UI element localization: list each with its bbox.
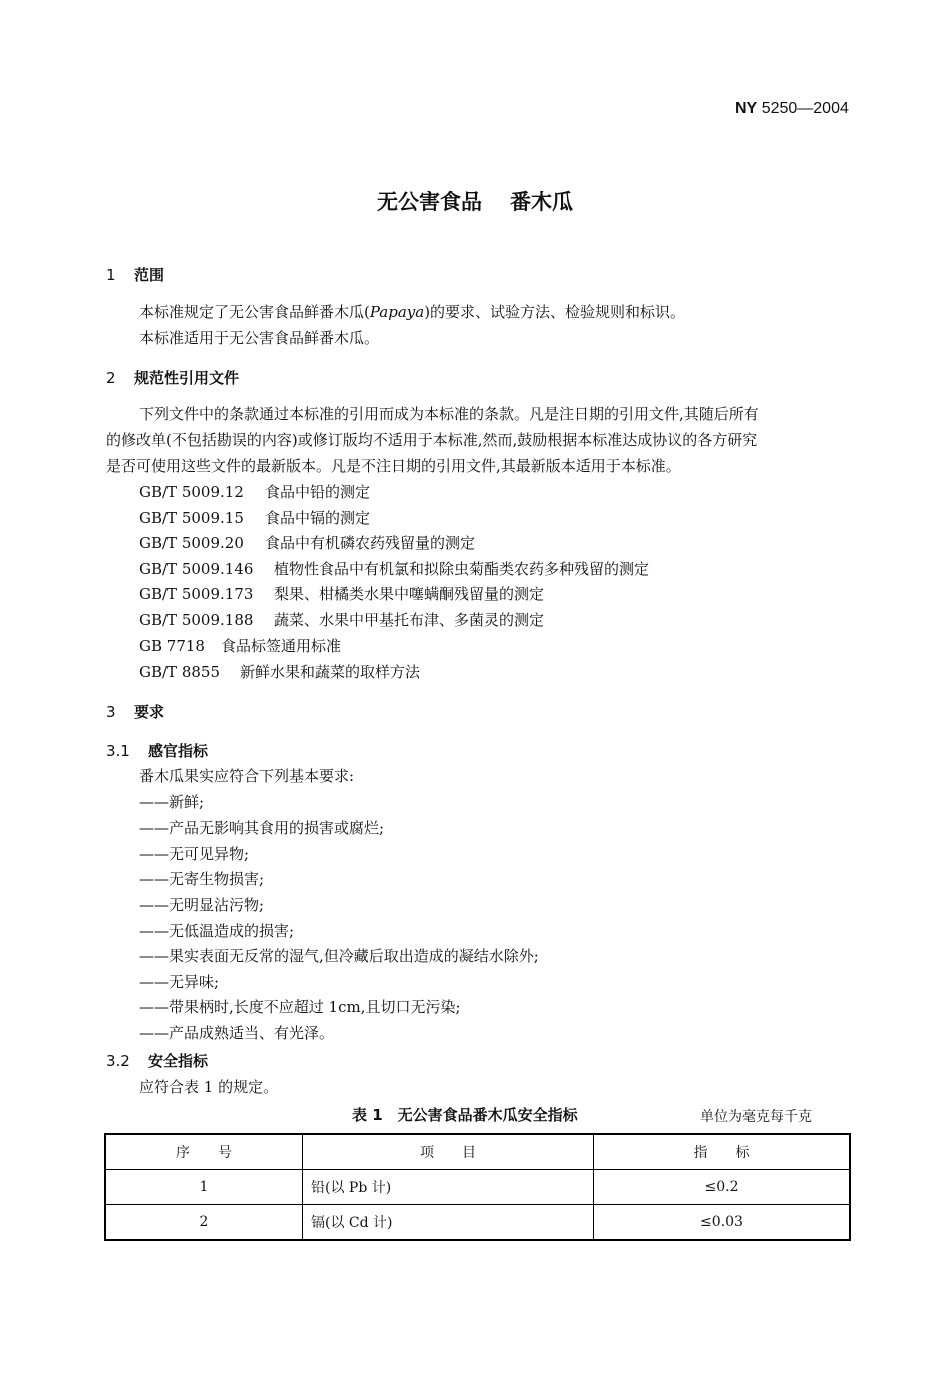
section-3-1-intro: 番木瓜果实应符合下列基本要求:: [139, 767, 355, 785]
reference-item: GB/T 5009.15 食品中镉的测定: [139, 509, 371, 527]
header-limit: 指 标: [594, 1134, 851, 1170]
sensory-requirement-item: ——无可见异物;: [139, 845, 250, 863]
cell-item: 镉(以 Cd 计): [303, 1205, 594, 1241]
standard-number: NY 5250—2004: [735, 100, 849, 117]
title-part-1: 无公害食品: [377, 190, 482, 214]
section-3-heading: 3 要求: [106, 703, 165, 721]
section-2-intro-line-2: 的修改单(不包括勘误的内容)或修订版均不适用于本标准,然而,鼓励根据本标准达成协议的各方研究: [106, 431, 758, 449]
reference-item: GB/T 5009.173 梨果、柑橘类水果中噻螨酮残留量的测定: [139, 585, 545, 603]
reference-item: GB 7718 食品标签通用标准: [139, 637, 342, 655]
sensory-requirement-item: ——产品成熟适当、有光泽。: [139, 1024, 335, 1042]
sensory-requirement-item: ——无寄生物损害;: [139, 870, 265, 888]
section-2-intro-line-1: 下列文件中的条款通过本标准的引用而成为本标准的条款。凡是注日期的引用文件,其随后所有: [139, 405, 759, 423]
sensory-requirement-item: ——无明显沾污物;: [139, 896, 265, 914]
section-2-intro-line-3: 是否可使用这些文件的最新版本。凡是不注日期的引用文件,其最新版本适用于本标准。: [106, 457, 681, 475]
header-item: 项 目: [303, 1134, 594, 1170]
header-no: 序 号: [105, 1134, 303, 1170]
sensory-requirement-item: ——产品无影响其食用的损害或腐烂;: [139, 819, 385, 837]
section-3-1-heading: 3.1 感官指标: [106, 742, 209, 760]
section-3-2-text: 应符合表 1 的规定。: [139, 1078, 279, 1096]
sensory-requirement-item: ——无异味;: [139, 973, 220, 991]
section-1-heading: 1 范围: [106, 266, 165, 284]
sensory-requirement-item: ——新鲜;: [139, 793, 205, 811]
reference-item: GB/T 5009.12 食品中铅的测定: [139, 483, 371, 501]
reference-item: GB/T 8855 新鲜水果和蔬菜的取样方法: [139, 663, 421, 681]
cell-limit: ≤0.2: [594, 1170, 851, 1205]
cell-no: 2: [105, 1205, 303, 1241]
section-2-heading: 2 规范性引用文件: [106, 369, 240, 387]
cell-limit: ≤0.03: [594, 1205, 851, 1241]
table-header-row: [105, 1134, 850, 1170]
cell-no: 1: [105, 1170, 303, 1205]
reference-item: GB/T 5009.188 蔬菜、水果中甲基托布津、多菌灵的测定: [139, 611, 545, 629]
table-row: [105, 1170, 850, 1205]
table-row: [105, 1205, 850, 1241]
sensory-requirement-item: ——果实表面无反常的湿气,但冷藏后取出造成的凝结水除外;: [139, 947, 539, 965]
page-title: [0, 186, 950, 216]
table-1-caption: 表 1 无公害食品番木瓜安全指标: [352, 1106, 578, 1124]
reference-item: GB/T 5009.146 植物性食品中有机氯和拟除虫菊酯类农药多种残留的测定: [139, 560, 650, 578]
section-1-para-1: 本标准规定了无公害食品鲜番木瓜(Papaya)的要求、试验方法、检验规则和标识。: [139, 303, 686, 321]
section-3-2-heading: 3.2 安全指标: [106, 1052, 209, 1070]
cell-item: 铅(以 Pb 计): [303, 1170, 594, 1205]
table-1: [104, 1133, 851, 1241]
reference-item: GB/T 5009.20 食品中有机磷农药残留量的测定: [139, 534, 476, 552]
table-1-unit: 单位为毫克每千克: [700, 1109, 812, 1125]
sensory-requirement-item: ——带果柄时,长度不应超过 1cm,且切口无污染;: [139, 998, 461, 1016]
sensory-requirement-item: ——无低温造成的损害;: [139, 922, 295, 940]
section-1-para-2: 本标准适用于无公害食品鲜番木瓜。: [139, 329, 380, 347]
title-part-2: 番木瓜: [510, 190, 573, 214]
